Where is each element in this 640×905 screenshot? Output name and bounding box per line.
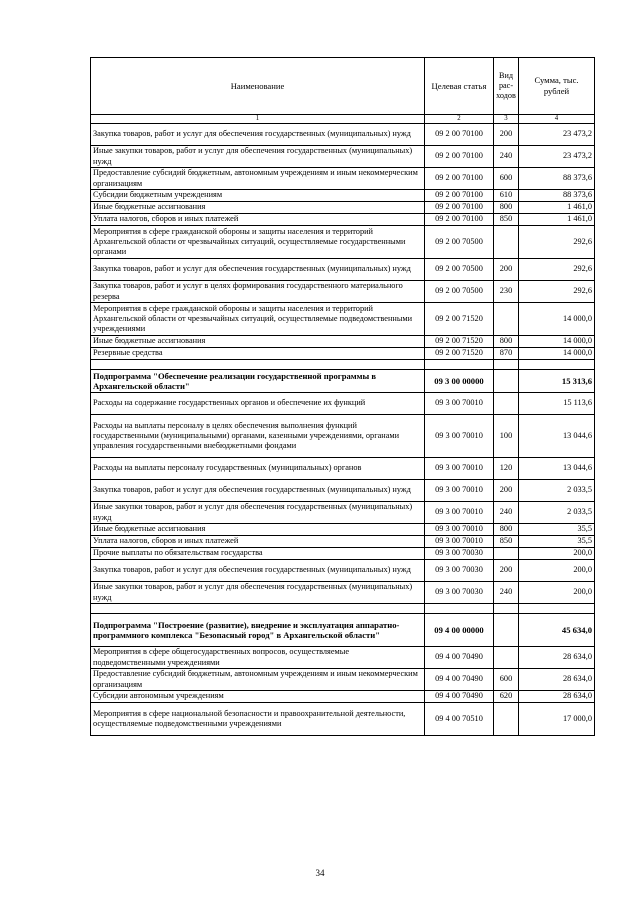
cell-code: 09 3 00 70010 xyxy=(425,480,494,502)
cell-type: 600 xyxy=(494,669,519,691)
table-row xyxy=(91,259,595,281)
cell-name: Мероприятия в сфере гражданской обороны и защиты населения и территорий Архангельской области от чрезвычайных ситуаций, осуществляемые государственными органами xyxy=(91,226,425,259)
column-number: 4 xyxy=(519,115,595,124)
cell-code: 09 2 00 70100 xyxy=(425,168,494,190)
cell-sum: 28 634,0 xyxy=(519,669,595,691)
cell-code: 09 3 00 70010 xyxy=(425,458,494,480)
table-row xyxy=(91,703,595,736)
cell-name: Предоставление субсидий бюджетным, автономным учреждениям и иным некоммерческим организациям xyxy=(91,669,425,691)
cell-type: 120 xyxy=(494,458,519,480)
cell-name: Иные закупки товаров, работ и услуг для обеспечения государственных (муниципальных) нужд xyxy=(91,582,425,604)
cell-name: Закупка товаров, работ и услуг для обеспечения государственных (муниципальных) нужд xyxy=(91,124,425,146)
column-number: 2 xyxy=(425,115,494,124)
cell-code: 09 2 00 70100 xyxy=(425,190,494,202)
cell-code: 09 2 00 71520 xyxy=(425,336,494,348)
page-number: 34 xyxy=(315,868,325,878)
cell-type: 200 xyxy=(494,124,519,146)
table-row xyxy=(91,536,595,548)
cell-type: 620 xyxy=(494,691,519,703)
cell-code: 09 2 00 70500 xyxy=(425,259,494,281)
cell-type: 800 xyxy=(494,524,519,536)
table-row xyxy=(91,524,595,536)
cell-code: 09 2 00 70100 xyxy=(425,202,494,214)
cell-code: 09 2 00 70100 xyxy=(425,146,494,168)
header-sum: Сумма, тыс. рублей xyxy=(519,58,595,115)
cell-sum: 200,0 xyxy=(519,582,595,604)
table-row xyxy=(91,647,595,669)
header-code: Целевая статья xyxy=(425,58,494,115)
cell-type xyxy=(494,548,519,560)
cell-type: 610 xyxy=(494,190,519,202)
cell-code: 09 4 00 70490 xyxy=(425,691,494,703)
table-row xyxy=(91,582,595,604)
spacer-cell xyxy=(91,360,425,370)
cell-type: 200 xyxy=(494,480,519,502)
cell-code: 09 3 00 70010 xyxy=(425,502,494,524)
column-number: 1 xyxy=(91,115,425,124)
cell-sum: 292,6 xyxy=(519,259,595,281)
spacer-row xyxy=(91,360,595,370)
cell-name: Иные бюджетные ассигнования xyxy=(91,202,425,214)
cell-sum: 292,6 xyxy=(519,281,595,303)
cell-sum: 13 044,6 xyxy=(519,458,595,480)
cell-sum: 15 313,6 xyxy=(519,370,595,393)
cell-name: Расходы на выплаты персоналу государственных (муниципальных) органов xyxy=(91,458,425,480)
cell-name: Субсидии бюджетным учреждениям xyxy=(91,190,425,202)
cell-name: Расходы на выплаты персоналу в целях обеспечения выполнения функций государственными (муниципальными) органами, казенными учреждениями, органами управления государственными внебюджетными фондами xyxy=(91,415,425,458)
cell-sum: 14 000,0 xyxy=(519,303,595,336)
cell-type xyxy=(494,703,519,736)
spacer-cell xyxy=(494,604,519,614)
spacer-cell xyxy=(519,360,595,370)
cell-name: Иные бюджетные ассигнования xyxy=(91,524,425,536)
cell-code: 09 3 00 00000 xyxy=(425,370,494,393)
subprogram-row xyxy=(91,370,595,393)
cell-type: 850 xyxy=(494,214,519,226)
cell-sum: 28 634,0 xyxy=(519,647,595,669)
table-row xyxy=(91,336,595,348)
table-row xyxy=(91,480,595,502)
cell-name: Уплата налогов, сборов и иных платежей xyxy=(91,536,425,548)
cell-type xyxy=(494,370,519,393)
cell-code: 09 4 00 70490 xyxy=(425,647,494,669)
cell-code: 09 2 00 70500 xyxy=(425,281,494,303)
cell-sum: 14 000,0 xyxy=(519,336,595,348)
cell-name: Иные бюджетные ассигнования xyxy=(91,336,425,348)
cell-sum: 200,0 xyxy=(519,548,595,560)
budget-document xyxy=(90,57,594,736)
table-row xyxy=(91,691,595,703)
cell-code: 09 4 00 70510 xyxy=(425,703,494,736)
table-row xyxy=(91,560,595,582)
cell-code: 09 2 00 70100 xyxy=(425,124,494,146)
cell-type: 870 xyxy=(494,348,519,360)
table-row xyxy=(91,226,595,259)
cell-name: Резервные средства xyxy=(91,348,425,360)
cell-code: 09 4 00 00000 xyxy=(425,614,494,647)
cell-sum: 2 033,5 xyxy=(519,502,595,524)
cell-sum: 2 033,5 xyxy=(519,480,595,502)
spacer-cell xyxy=(425,360,494,370)
cell-sum: 45 634,0 xyxy=(519,614,595,647)
cell-type: 200 xyxy=(494,259,519,281)
cell-sum: 17 000,0 xyxy=(519,703,595,736)
table-row xyxy=(91,458,595,480)
cell-type: 800 xyxy=(494,202,519,214)
cell-type: 800 xyxy=(494,336,519,348)
spacer-cell xyxy=(494,360,519,370)
cell-name: Подпрограмма "Построение (развитие), внедрение и эксплуатация аппаратно-программного комплекса "Безопасный город" в Архангельской области" xyxy=(91,614,425,647)
table-row xyxy=(91,281,595,303)
header-type: Вид рас-ходов xyxy=(494,58,519,115)
cell-name: Иные закупки товаров, работ и услуг для обеспечения государственных (муниципальных) нужд xyxy=(91,502,425,524)
cell-sum: 292,6 xyxy=(519,226,595,259)
table-row xyxy=(91,146,595,168)
table-row xyxy=(91,669,595,691)
spacer-cell xyxy=(425,604,494,614)
cell-type xyxy=(494,614,519,647)
cell-code: 09 4 00 70490 xyxy=(425,669,494,691)
cell-name: Уплата налогов, сборов и иных платежей xyxy=(91,214,425,226)
cell-sum: 1 461,0 xyxy=(519,202,595,214)
cell-name: Прочие выплаты по обязательствам государства xyxy=(91,548,425,560)
cell-code: 09 3 00 70010 xyxy=(425,393,494,415)
cell-sum: 35,5 xyxy=(519,536,595,548)
cell-type xyxy=(494,647,519,669)
table-row xyxy=(91,202,595,214)
cell-type xyxy=(494,303,519,336)
cell-name: Расходы на содержание государственных органов и обеспечение их функций xyxy=(91,393,425,415)
cell-code: 09 3 00 70010 xyxy=(425,536,494,548)
cell-code: 09 3 00 70030 xyxy=(425,560,494,582)
cell-name: Мероприятия в сфере национальной безопасности и правоохранительной деятельности, осуществляемые подведомственными учреждениями xyxy=(91,703,425,736)
table-row xyxy=(91,168,595,190)
budget-table xyxy=(90,57,595,736)
cell-name: Закупка товаров, работ и услуг для обеспечения государственных (муниципальных) нужд xyxy=(91,480,425,502)
table-row xyxy=(91,303,595,336)
subprogram-row xyxy=(91,614,595,647)
table-row xyxy=(91,502,595,524)
cell-code: 09 2 00 70500 xyxy=(425,226,494,259)
cell-name: Мероприятия в сфере гражданской обороны и защиты населения и территорий Архангельской области от чрезвычайных ситуаций, осуществляемые подведомственными учреждениями xyxy=(91,303,425,336)
cell-type xyxy=(494,393,519,415)
cell-sum: 28 634,0 xyxy=(519,691,595,703)
spacer-cell xyxy=(91,604,425,614)
table-row xyxy=(91,190,595,202)
cell-name: Закупка товаров, работ и услуг в целях формирования государственного материального резерва xyxy=(91,281,425,303)
table-header-row xyxy=(91,58,595,115)
cell-sum: 88 373,6 xyxy=(519,190,595,202)
cell-name: Подпрограмма "Обеспечение реализации государственной программы в Архангельской области" xyxy=(91,370,425,393)
cell-name: Иные закупки товаров, работ и услуг для обеспечения государственных (муниципальных) нужд xyxy=(91,146,425,168)
cell-code: 09 2 00 71520 xyxy=(425,303,494,336)
cell-code: 09 3 00 70030 xyxy=(425,548,494,560)
spacer-row xyxy=(91,604,595,614)
cell-type: 230 xyxy=(494,281,519,303)
table-row xyxy=(91,393,595,415)
cell-sum: 15 113,6 xyxy=(519,393,595,415)
cell-code: 09 3 00 70010 xyxy=(425,524,494,536)
cell-name: Закупка товаров, работ и услуг для обеспечения государственных (муниципальных) нужд xyxy=(91,560,425,582)
column-number: 3 xyxy=(494,115,519,124)
cell-name: Закупка товаров, работ и услуг для обеспечения государственных (муниципальных) нужд xyxy=(91,259,425,281)
cell-type xyxy=(494,226,519,259)
cell-sum: 1 461,0 xyxy=(519,214,595,226)
table-body xyxy=(91,124,595,736)
cell-sum: 88 373,6 xyxy=(519,168,595,190)
cell-code: 09 3 00 70010 xyxy=(425,415,494,458)
cell-type: 850 xyxy=(494,536,519,548)
cell-sum: 200,0 xyxy=(519,560,595,582)
table-row xyxy=(91,548,595,560)
cell-code: 09 3 00 70030 xyxy=(425,582,494,604)
cell-type: 200 xyxy=(494,560,519,582)
cell-code: 09 2 00 70100 xyxy=(425,214,494,226)
cell-sum: 14 000,0 xyxy=(519,348,595,360)
table-row xyxy=(91,348,595,360)
cell-name: Предоставление субсидий бюджетным, автономным учреждениям и иным некоммерческим организациям xyxy=(91,168,425,190)
cell-type: 240 xyxy=(494,582,519,604)
table-row xyxy=(91,214,595,226)
header-name: Наименование xyxy=(91,58,425,115)
cell-sum: 23 473,2 xyxy=(519,146,595,168)
cell-name: Мероприятия в сфере общегосударственных вопросов, осуществляемые подведомственными учреждениями xyxy=(91,647,425,669)
cell-name: Субсидии автономным учреждениям xyxy=(91,691,425,703)
cell-sum: 23 473,2 xyxy=(519,124,595,146)
table-row xyxy=(91,124,595,146)
cell-sum: 13 044,6 xyxy=(519,415,595,458)
spacer-cell xyxy=(519,604,595,614)
cell-type: 100 xyxy=(494,415,519,458)
cell-type: 240 xyxy=(494,146,519,168)
cell-type: 240 xyxy=(494,502,519,524)
cell-code: 09 2 00 71520 xyxy=(425,348,494,360)
cell-sum: 35,5 xyxy=(519,524,595,536)
column-number-row xyxy=(91,115,595,124)
cell-type: 600 xyxy=(494,168,519,190)
table-row xyxy=(91,415,595,458)
